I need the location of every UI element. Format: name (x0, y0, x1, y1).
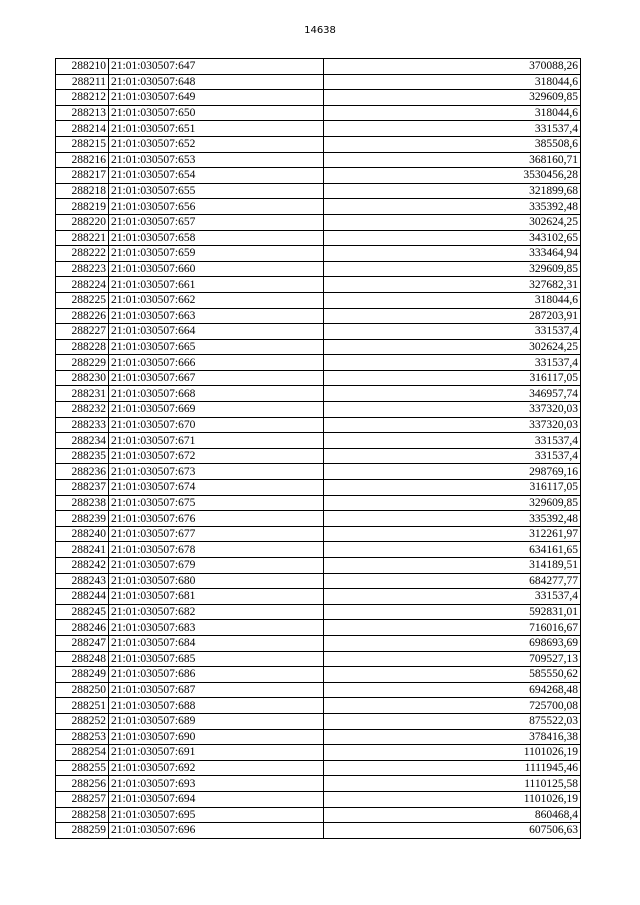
row-number: 288231 (56, 386, 109, 402)
cadastral-number: 21:01:030507:652 (109, 136, 324, 152)
row-number: 288234 (56, 433, 109, 449)
row-number: 288217 (56, 168, 109, 184)
cadastral-number: 21:01:030507:689 (109, 713, 324, 729)
cadastral-value: 314189,51 (324, 558, 581, 574)
row-number: 288229 (56, 355, 109, 371)
cadastral-value: 709527,13 (324, 651, 581, 667)
cadastral-number: 21:01:030507:685 (109, 651, 324, 667)
table-row (56, 230, 581, 246)
row-number: 288213 (56, 105, 109, 121)
row-number: 288214 (56, 121, 109, 137)
row-number: 288225 (56, 292, 109, 308)
cadastral-number: 21:01:030507:653 (109, 152, 324, 168)
cadastral-number: 21:01:030507:686 (109, 667, 324, 683)
cadastral-value: 312261,97 (324, 526, 581, 542)
row-number: 288226 (56, 308, 109, 324)
table-body (56, 59, 581, 839)
cadastral-number: 21:01:030507:695 (109, 807, 324, 823)
row-number: 288221 (56, 230, 109, 246)
table-row (56, 745, 581, 761)
cadastral-number: 21:01:030507:657 (109, 214, 324, 230)
table-row (56, 136, 581, 152)
table-row (56, 214, 581, 230)
cadastral-number: 21:01:030507:682 (109, 604, 324, 620)
cadastral-number: 21:01:030507:684 (109, 635, 324, 651)
table-row (56, 776, 581, 792)
cadastral-number: 21:01:030507:658 (109, 230, 324, 246)
cadastral-value: 335392,48 (324, 511, 581, 527)
row-number: 288246 (56, 620, 109, 636)
cadastral-value-table (55, 58, 581, 839)
cadastral-value: 1101026,19 (324, 791, 581, 807)
table-row (56, 74, 581, 90)
cadastral-value: 346957,74 (324, 386, 581, 402)
cadastral-number: 21:01:030507:673 (109, 464, 324, 480)
row-number: 288224 (56, 277, 109, 293)
table-row (56, 807, 581, 823)
cadastral-value: 331537,4 (324, 324, 581, 340)
row-number: 288215 (56, 136, 109, 152)
cadastral-value: 318044,6 (324, 292, 581, 308)
cadastral-value: 385508,6 (324, 136, 581, 152)
cadastral-number: 21:01:030507:670 (109, 417, 324, 433)
table-row (56, 59, 581, 75)
cadastral-number: 21:01:030507:693 (109, 776, 324, 792)
table-row (56, 277, 581, 293)
cadastral-number: 21:01:030507:647 (109, 59, 324, 75)
table-row (56, 386, 581, 402)
cadastral-value: 698693,69 (324, 635, 581, 651)
table-row (56, 246, 581, 262)
table-row (56, 292, 581, 308)
row-number: 288232 (56, 402, 109, 418)
cadastral-value: 378416,38 (324, 729, 581, 745)
row-number: 288219 (56, 199, 109, 215)
row-number: 288255 (56, 760, 109, 776)
cadastral-value: 318044,6 (324, 105, 581, 121)
cadastral-number: 21:01:030507:649 (109, 90, 324, 106)
cadastral-number: 21:01:030507:680 (109, 573, 324, 589)
table-row (56, 667, 581, 683)
table-row (56, 402, 581, 418)
row-number: 288245 (56, 604, 109, 620)
cadastral-number: 21:01:030507:671 (109, 433, 324, 449)
cadastral-value: 1110125,58 (324, 776, 581, 792)
row-number: 288230 (56, 370, 109, 386)
cadastral-value: 331537,4 (324, 355, 581, 371)
cadastral-value: 1101026,19 (324, 745, 581, 761)
cadastral-value: 329609,85 (324, 90, 581, 106)
cadastral-value: 716016,67 (324, 620, 581, 636)
table-row (56, 370, 581, 386)
cadastral-value: 860468,4 (324, 807, 581, 823)
cadastral-value: 331537,4 (324, 433, 581, 449)
cadastral-value: 634161,65 (324, 542, 581, 558)
cadastral-value: 302624,25 (324, 339, 581, 355)
cadastral-number: 21:01:030507:665 (109, 339, 324, 355)
row-number: 288244 (56, 589, 109, 605)
cadastral-value: 329609,85 (324, 261, 581, 277)
cadastral-value: 607506,63 (324, 823, 581, 839)
row-number: 288253 (56, 729, 109, 745)
cadastral-number: 21:01:030507:651 (109, 121, 324, 137)
cadastral-number: 21:01:030507:679 (109, 558, 324, 574)
table-row (56, 651, 581, 667)
row-number: 288247 (56, 635, 109, 651)
cadastral-value: 331537,4 (324, 589, 581, 605)
row-number: 288223 (56, 261, 109, 277)
table-row (56, 417, 581, 433)
cadastral-value: 694268,48 (324, 682, 581, 698)
cadastral-value: 316117,05 (324, 370, 581, 386)
row-number: 288210 (56, 59, 109, 75)
table-row (56, 121, 581, 137)
row-number: 288243 (56, 573, 109, 589)
cadastral-number: 21:01:030507:674 (109, 480, 324, 496)
cadastral-value: 327682,31 (324, 277, 581, 293)
cadastral-number: 21:01:030507:663 (109, 308, 324, 324)
cadastral-value: 321899,68 (324, 183, 581, 199)
table-row (56, 324, 581, 340)
row-number: 288236 (56, 464, 109, 480)
cadastral-number: 21:01:030507:696 (109, 823, 324, 839)
cadastral-value: 302624,25 (324, 214, 581, 230)
cadastral-number: 21:01:030507:660 (109, 261, 324, 277)
cadastral-number: 21:01:030507:656 (109, 199, 324, 215)
cadastral-value: 725700,08 (324, 698, 581, 714)
cadastral-number: 21:01:030507:677 (109, 526, 324, 542)
cadastral-value: 592831,01 (324, 604, 581, 620)
row-number: 288227 (56, 324, 109, 340)
table-row (56, 495, 581, 511)
table-row (56, 620, 581, 636)
table-row (56, 823, 581, 839)
table-row (56, 698, 581, 714)
row-number: 288216 (56, 152, 109, 168)
cadastral-value: 333464,94 (324, 246, 581, 262)
row-number: 288257 (56, 791, 109, 807)
row-number: 288254 (56, 745, 109, 761)
row-number: 288240 (56, 526, 109, 542)
row-number: 288235 (56, 448, 109, 464)
row-number: 288241 (56, 542, 109, 558)
table-row (56, 339, 581, 355)
cadastral-number: 21:01:030507:690 (109, 729, 324, 745)
table-row (56, 542, 581, 558)
row-number: 288239 (56, 511, 109, 527)
cadastral-value: 368160,71 (324, 152, 581, 168)
cadastral-value: 287203,91 (324, 308, 581, 324)
cadastral-value: 875522,03 (324, 713, 581, 729)
table-row (56, 573, 581, 589)
cadastral-number: 21:01:030507:661 (109, 277, 324, 293)
cadastral-value: 343102,65 (324, 230, 581, 246)
cadastral-number: 21:01:030507:676 (109, 511, 324, 527)
table-row (56, 355, 581, 371)
cadastral-number: 21:01:030507:672 (109, 448, 324, 464)
row-number: 288238 (56, 495, 109, 511)
cadastral-number: 21:01:030507:654 (109, 168, 324, 184)
table-row (56, 682, 581, 698)
row-number: 288233 (56, 417, 109, 433)
page-number: 14638 (304, 25, 336, 36)
cadastral-value: 331537,4 (324, 121, 581, 137)
cadastral-number: 21:01:030507:650 (109, 105, 324, 121)
table-row (56, 526, 581, 542)
table-row (56, 152, 581, 168)
cadastral-value: 318044,6 (324, 74, 581, 90)
cadastral-value: 298769,16 (324, 464, 581, 480)
row-number: 288228 (56, 339, 109, 355)
cadastral-value: 1111945,46 (324, 760, 581, 776)
table-row (56, 558, 581, 574)
table-row (56, 729, 581, 745)
cadastral-number: 21:01:030507:675 (109, 495, 324, 511)
row-number: 288220 (56, 214, 109, 230)
cadastral-value: 3530456,28 (324, 168, 581, 184)
row-number: 288212 (56, 90, 109, 106)
cadastral-number: 21:01:030507:681 (109, 589, 324, 605)
table-row (56, 168, 581, 184)
row-number: 288211 (56, 74, 109, 90)
table-row (56, 261, 581, 277)
cadastral-number: 21:01:030507:667 (109, 370, 324, 386)
row-number: 288256 (56, 776, 109, 792)
row-number: 288249 (56, 667, 109, 683)
row-number: 288242 (56, 558, 109, 574)
table-row (56, 183, 581, 199)
cadastral-number: 21:01:030507:678 (109, 542, 324, 558)
table-row (56, 480, 581, 496)
row-number: 288259 (56, 823, 109, 839)
cadastral-number: 21:01:030507:662 (109, 292, 324, 308)
row-number: 288258 (56, 807, 109, 823)
table-row (56, 589, 581, 605)
cadastral-value: 337320,03 (324, 402, 581, 418)
table-row (56, 635, 581, 651)
cadastral-value: 329609,85 (324, 495, 581, 511)
cadastral-number: 21:01:030507:659 (109, 246, 324, 262)
cadastral-value: 585550,62 (324, 667, 581, 683)
cadastral-value: 337320,03 (324, 417, 581, 433)
cadastral-value: 684277,77 (324, 573, 581, 589)
table-row (56, 604, 581, 620)
table-row (56, 760, 581, 776)
cadastral-number: 21:01:030507:664 (109, 324, 324, 340)
cadastral-number: 21:01:030507:688 (109, 698, 324, 714)
table-row (56, 713, 581, 729)
cadastral-number: 21:01:030507:668 (109, 386, 324, 402)
cadastral-number: 21:01:030507:655 (109, 183, 324, 199)
row-number: 288251 (56, 698, 109, 714)
table-row (56, 433, 581, 449)
cadastral-number: 21:01:030507:691 (109, 745, 324, 761)
table-row (56, 308, 581, 324)
cadastral-number: 21:01:030507:694 (109, 791, 324, 807)
table-row (56, 448, 581, 464)
cadastral-number: 21:01:030507:666 (109, 355, 324, 371)
cadastral-value: 370088,26 (324, 59, 581, 75)
table-row (56, 511, 581, 527)
cadastral-number: 21:01:030507:692 (109, 760, 324, 776)
cadastral-number: 21:01:030507:687 (109, 682, 324, 698)
cadastral-value: 316117,05 (324, 480, 581, 496)
cadastral-value: 335392,48 (324, 199, 581, 215)
row-number: 288248 (56, 651, 109, 667)
cadastral-value: 331537,4 (324, 448, 581, 464)
row-number: 288237 (56, 480, 109, 496)
row-number: 288252 (56, 713, 109, 729)
row-number: 288222 (56, 246, 109, 262)
row-number: 288218 (56, 183, 109, 199)
cadastral-number: 21:01:030507:683 (109, 620, 324, 636)
cadastral-number: 21:01:030507:669 (109, 402, 324, 418)
table-row (56, 105, 581, 121)
cadastral-number: 21:01:030507:648 (109, 74, 324, 90)
table-row (56, 199, 581, 215)
table-row (56, 791, 581, 807)
table-row (56, 464, 581, 480)
table-row (56, 90, 581, 106)
row-number: 288250 (56, 682, 109, 698)
